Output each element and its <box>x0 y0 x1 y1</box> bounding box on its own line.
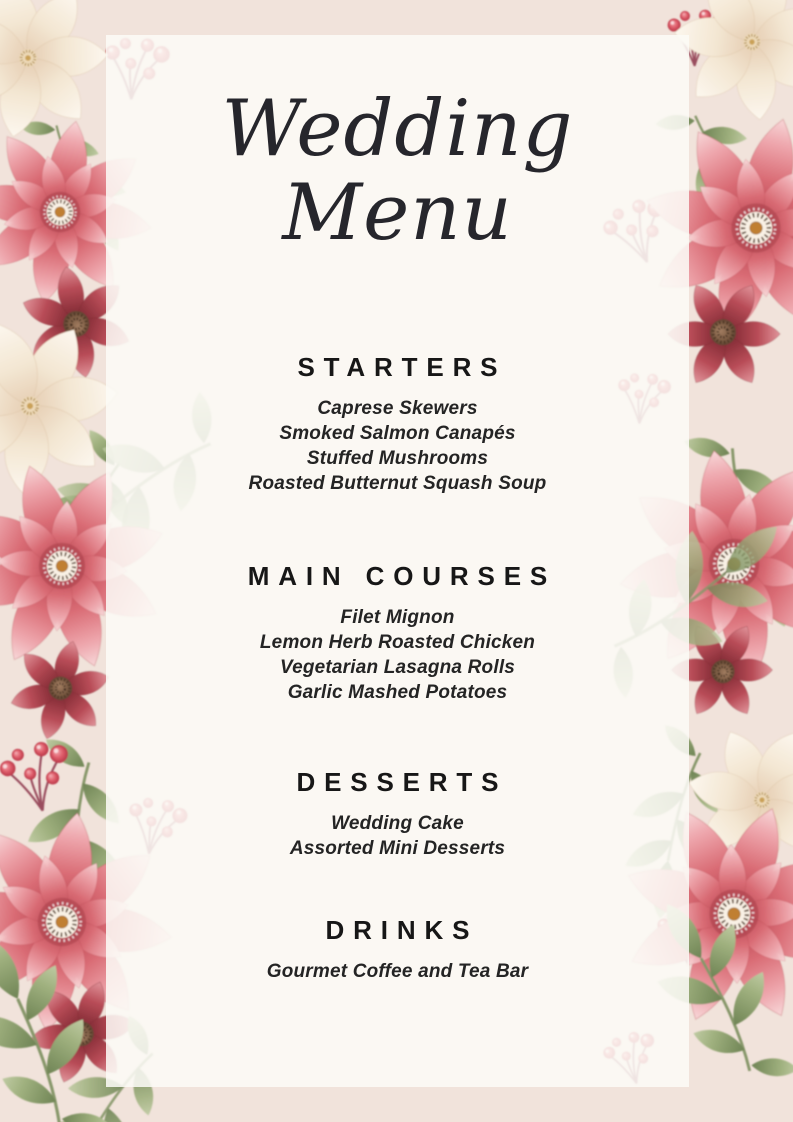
section-heading-desserts: DESSERTS <box>296 767 508 798</box>
menu-item: Caprese Skewers <box>317 398 478 420</box>
menu-item: Smoked Salmon Canapés <box>279 423 516 445</box>
section-heading-drinks: DRINKS <box>325 915 479 946</box>
menu-item: Gourmet Coffee and Tea Bar <box>266 961 529 983</box>
section-desserts <box>106 767 689 861</box>
menu-item: Wedding Cake <box>331 813 464 835</box>
menu-item: Garlic Mashed Potatoes <box>287 682 508 704</box>
menu-item: Lemon Herb Roasted Chicken <box>259 632 536 654</box>
menu-item: Stuffed Mushrooms <box>306 448 489 470</box>
menu-item: Vegetarian Lasagna Rolls <box>279 657 516 679</box>
section-starters <box>106 352 689 496</box>
section-drinks <box>106 915 689 984</box>
menu-title-line1: Wedding <box>221 84 574 174</box>
menu-item: Roasted Butternut Squash Soup <box>248 473 547 495</box>
menu-item: Filet Mignon <box>340 607 455 629</box>
menu-item: Assorted Mini Desserts <box>289 838 506 860</box>
berry-cluster-icon <box>0 738 75 815</box>
menu-title <box>106 84 689 259</box>
section-main-courses <box>106 561 689 705</box>
section-heading-main-courses: MAIN COURSES <box>247 561 557 592</box>
section-heading-starters: STARTERS <box>297 352 507 383</box>
menu-panel <box>106 35 689 1087</box>
menu-title-line2: Menu <box>282 168 513 259</box>
